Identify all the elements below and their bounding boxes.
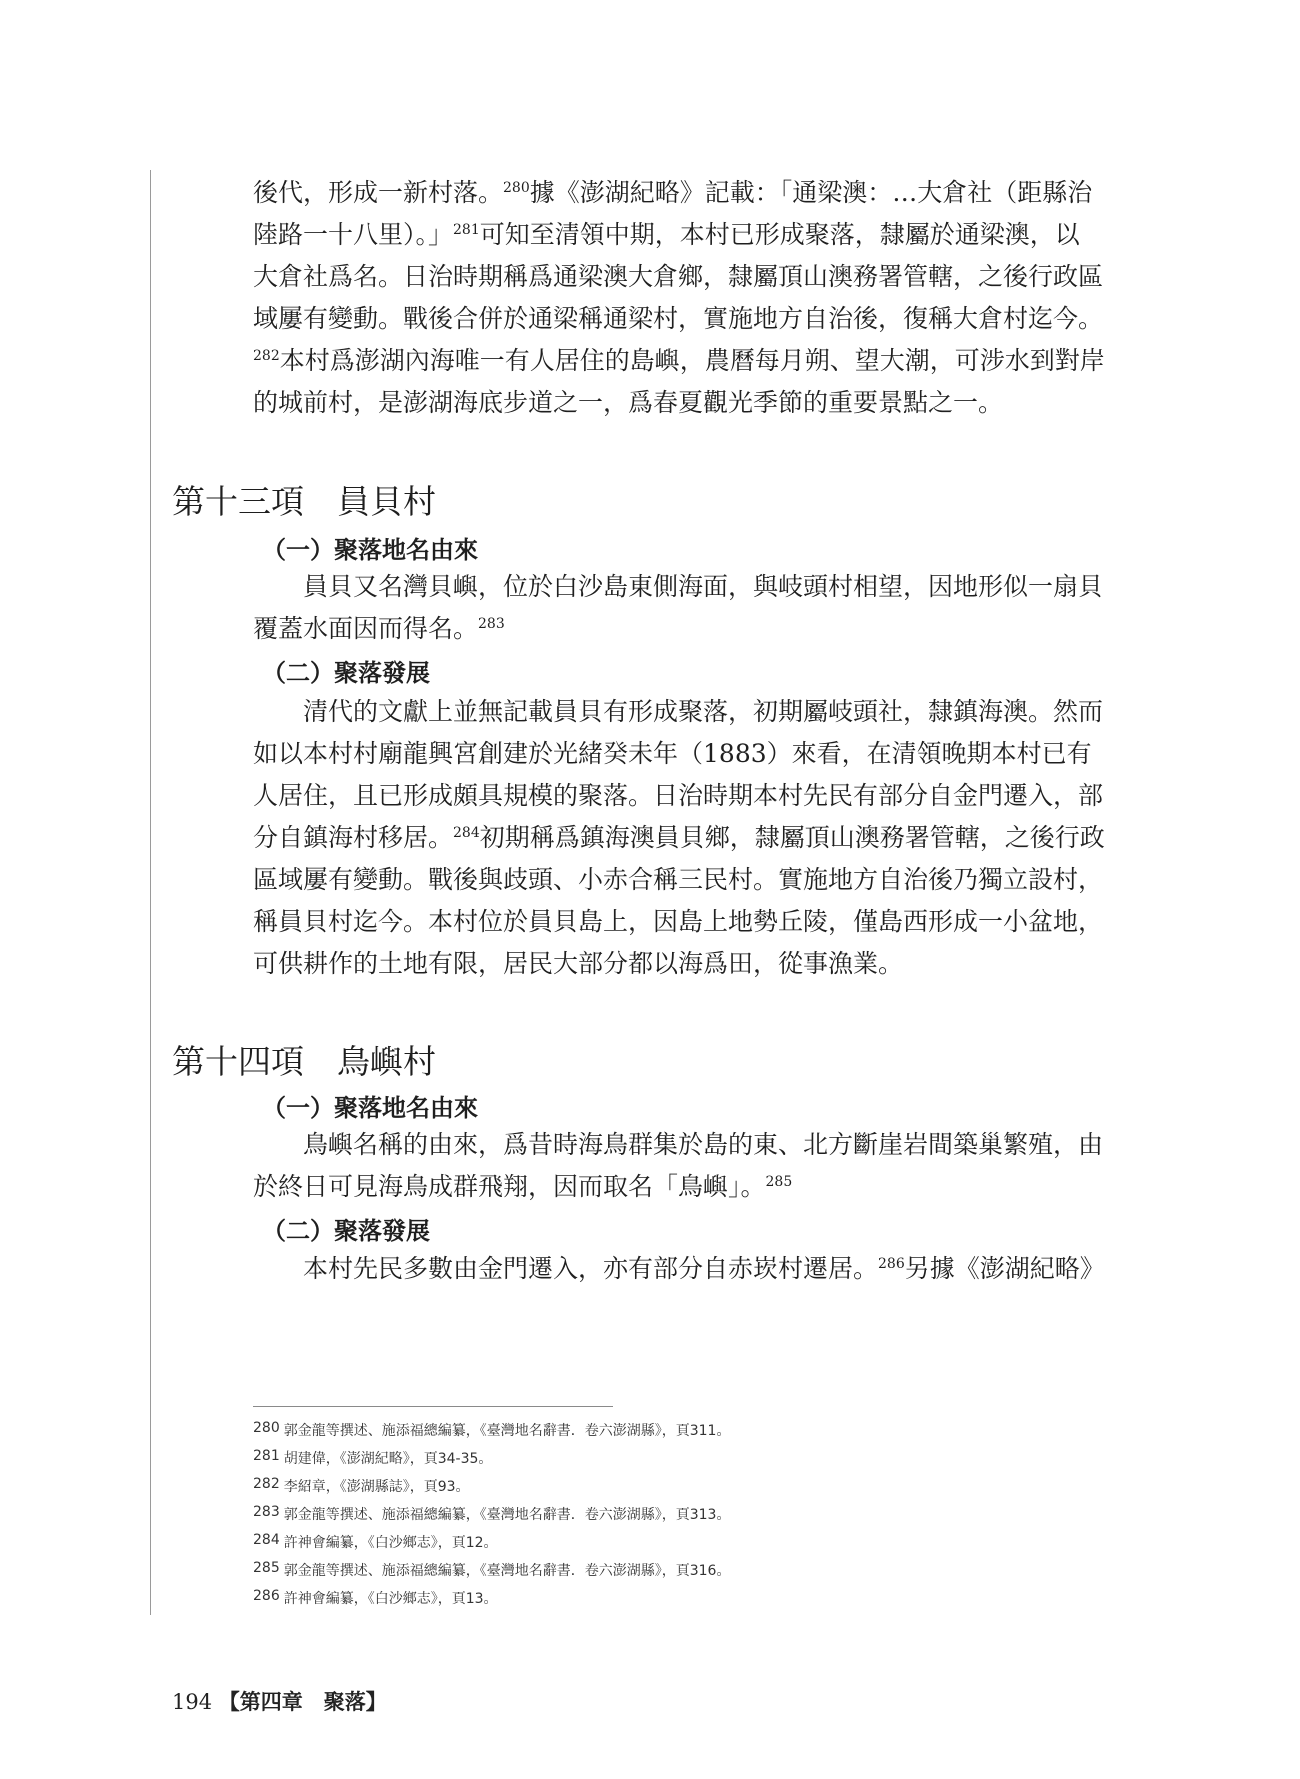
- footnote-item: [253, 1528, 730, 1556]
- text-line: 人居住，且已形成頗具規模的聚落。日治時期本村先民有部分自金門遷入，部: [253, 781, 1104, 810]
- text-line: 本村先民多數由金門遷入，亦有部分自赤崁村遷居。$^{286}$另據《澎湖紀略》: [303, 1254, 1105, 1283]
- footnote-text: 李紹章，《澎湖縣誌》，頁93。: [283, 1479, 470, 1495]
- body-paragraph: [253, 566, 1138, 650]
- page-number: 194: [172, 1690, 213, 1714]
- text-line: 後代，形成一新村落。$^{280}$據《澎湖紀略》記載：「通梁澳：…大倉社（距縣治: [253, 178, 1093, 207]
- text-line: 稱員貝村迄今。本村位於員貝島上，因島上地勢丘陵，僅島西形成一小盆地，: [253, 907, 1104, 936]
- footnote-item: [253, 1584, 730, 1612]
- footnote-number: 280: [253, 1420, 280, 1436]
- footnote-number: 283: [253, 1504, 280, 1520]
- footnote-ref[interactable]: 282: [253, 348, 280, 364]
- footnote-ref[interactable]: 286: [878, 1256, 905, 1272]
- footnote-text: 郭金龍等撰述、施添福總編纂，《臺灣地名辭書．卷六澎湖縣》，頁311。: [283, 1423, 731, 1439]
- subsection-heading-development: （二）聚落發展: [262, 658, 430, 687]
- text-line: $^{282}$本村爲澎湖內海唯一有人居住的島嶼，農曆每月朔、望大潮，可涉水到對岸: [253, 346, 1105, 375]
- text-line: 陸路一十八里）。」$^{281}$可知至清領中期，本村已形成聚落，隸屬於通梁澳，以: [253, 220, 1080, 249]
- footnote-ref[interactable]: 284: [453, 825, 480, 841]
- footnote-item: [253, 1416, 730, 1444]
- footnote-number: 281: [253, 1448, 280, 1464]
- text-line: 於終日可見海鳥成群飛翔，因而取名「鳥嶼」。$^{285}$: [253, 1172, 793, 1201]
- footnote-ref[interactable]: 283: [478, 616, 505, 632]
- footnote-text: 胡建偉，《澎湖紀略》，頁34-35。: [283, 1451, 493, 1467]
- subsection-heading-origin: （一）聚落地名由來: [262, 535, 478, 564]
- footnote-number: 284: [253, 1532, 280, 1548]
- footnote-ref[interactable]: 285: [765, 1174, 793, 1190]
- text-line: 員貝又名灣貝嶼，位於白沙島東側海面，與岐頭村相望，因地形似一扇貝: [303, 572, 1104, 601]
- footnote-text: 郭金龍等撰述、施添福總編纂，《臺灣地名辭書．卷六澎湖縣》，頁313。: [283, 1507, 731, 1523]
- footnotes-list: [253, 1416, 730, 1612]
- body-paragraph: [253, 1248, 1138, 1290]
- text-line: 清代的文獻上並無記載員貝有形成聚落，初期屬岐頭社，隸鎮海澳。然而: [303, 697, 1104, 726]
- section-heading-14: 第十四項 鳥嶼村: [172, 1042, 436, 1081]
- footnote-number: 285: [253, 1560, 280, 1576]
- text-line: 大倉社爲名。日治時期稱爲通梁澳大倉鄉，隸屬頂山澳務署管轄，之後行政區: [253, 262, 1104, 291]
- text-line: 覆蓋水面因而得名。$^{283}$: [253, 614, 505, 643]
- footnote-number: 282: [253, 1476, 280, 1492]
- text-line: 域屢有變動。戰後合併於通梁稱通梁村，實施地方自治後，復稱大倉村迄今。: [253, 304, 1104, 333]
- subsection-heading-origin: （一）聚落地名由來: [262, 1093, 478, 1122]
- text-line: 可供耕作的土地有限，居民大部分都以海爲田，從事漁業。: [253, 949, 904, 978]
- footnote-ref[interactable]: 280: [503, 180, 530, 196]
- text-line: 的城前村，是澎湖海底步道之一，爲春夏觀光季節的重要景點之一。: [253, 388, 1004, 417]
- footnote-number: 286: [253, 1588, 280, 1604]
- footnote-item: [253, 1556, 730, 1584]
- body-paragraph: [253, 1124, 1138, 1208]
- body-paragraph: [253, 691, 1138, 985]
- text-line: 鳥嶼名稱的由來，爲昔時海鳥群集於島的東、北方斷崖岩間築巢繁殖，由: [303, 1130, 1104, 1159]
- text-line: 如以本村村廟龍興宮創建於光緒癸未年（1883）來看，在清領晚期本村已有: [253, 739, 1092, 768]
- subsection-heading-development: （二）聚落發展: [262, 1216, 430, 1245]
- text-line: 區域屢有變動。戰後與歧頭、小赤合稱三民村。實施地方自治後乃獨立設村，: [253, 865, 1104, 894]
- footnote-separator: [253, 1406, 613, 1407]
- body-paragraph-top: [253, 172, 1138, 424]
- footnote-text: 郭金龍等撰述、施添福總編纂，《臺灣地名辭書．卷六澎湖縣》，頁316。: [283, 1563, 731, 1579]
- left-margin-rule: [150, 170, 151, 1615]
- section-heading-13: 第十三項 員貝村: [172, 482, 436, 521]
- footnote-ref[interactable]: 281: [453, 222, 480, 238]
- text-line: 分自鎮海村移居。$^{284}$初期稱爲鎮海澳員貝鄉，隸屬頂山澳務署管轄，之後行政: [253, 823, 1105, 852]
- footnote-item: [253, 1472, 730, 1500]
- footnote-text: 許神會編纂，《白沙鄉志》，頁12。: [283, 1535, 498, 1551]
- footnote-item: [253, 1444, 730, 1472]
- footnote-text: 許神會編纂，《白沙鄉志》，頁13。: [283, 1591, 498, 1607]
- page-footer: [172, 1688, 387, 1716]
- footnote-item: [253, 1500, 730, 1528]
- chapter-label: 【第四章 聚落】: [218, 1689, 387, 1714]
